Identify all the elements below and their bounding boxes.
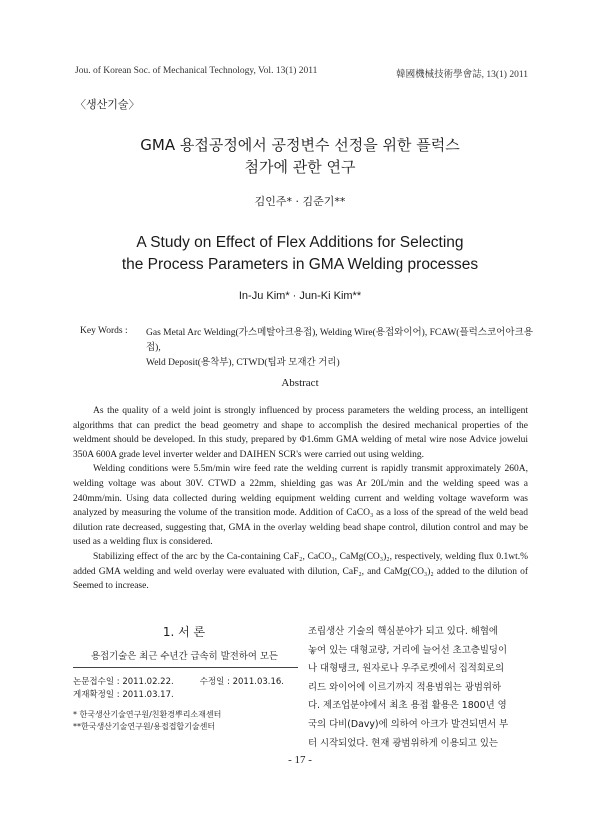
abstract-body bbox=[73, 404, 528, 594]
abstract-paragraph-3: Stabilizing effect of the arc by the Ca-containing CaF₂, CaCO₃, CaMg(CO₃)₂, respectively, welding flux 0.1wt.% added GMA welding and weld overlay were evaluated with dilution, CaF₂, and CaMg(CO₃)₂ added to the dilution of Seemed to increase. bbox=[73, 551, 528, 592]
category-label: 〈생산기술〉 bbox=[75, 98, 140, 111]
title-english bbox=[60, 232, 540, 276]
intro-right-line: 다. 제조업분야에서 최초 용접 활용은 1800년 영 bbox=[308, 700, 507, 712]
intro-right-line: 놓여 있는 대형교량, 거리에 늘어선 초고층빌딩이 bbox=[308, 644, 508, 656]
intro-right-line: 조립생산 기술의 핵심분야가 되고 있다. 해협에 bbox=[308, 626, 498, 637]
revised-date: 수정일 : 2011.03.16. bbox=[199, 677, 284, 687]
authors-korean: 김인주* · 김준기** bbox=[254, 195, 346, 208]
title-english-line-1: A Study on Effect of Flex Additions for Selecting bbox=[136, 234, 464, 251]
intro-right-line: 국의 다비(Davy)에 의하여 아크가 발견되면서 부 bbox=[308, 718, 509, 730]
intro-right-line: 나 대형탱크, 원자로나 우주로켓에서 집적회로의 bbox=[308, 663, 505, 675]
title-korean-line-1: GMA 용접공정에서 공정변수 선정을 위한 플럭스 bbox=[140, 136, 460, 154]
abstract-paragraph-1: As the quality of a weld joint is strongly influenced by process parameters the welding process, an intelligent algorithms that can predict the bead geometry and shape to accomplish the desired mechanical properties of the weldment should be developed. In this study, prepared by Φ1.6mm GMA welding of metal wire nose Advice jowelui 350A 600A grade level inverter welder and DAIHEN SCR's were carried out using welding. bbox=[73, 406, 528, 460]
intro-right-line: 터 시작되었다. 현재 광범위하게 이용되고 있는 bbox=[308, 737, 498, 749]
title-korean-line-2: 첨가에 관한 연구 bbox=[244, 158, 356, 176]
footnote-divider bbox=[73, 667, 298, 668]
keywords-line-1: Gas Metal Arc Welding(가스메탈아크용접), Welding Wire(용접와이어), FCAW(플럭스코어아크용접), bbox=[146, 328, 533, 353]
keywords-list bbox=[146, 326, 536, 371]
section-title: 1. 서 론 bbox=[162, 625, 206, 639]
journal-header-left: Jou. of Korean Soc. of Mechanical Technology, Vol. 13(1) 2011 bbox=[75, 66, 318, 76]
accepted-date: 게재확정일 : 2011.03.17. bbox=[73, 690, 174, 700]
intro-right-column bbox=[308, 623, 530, 753]
title-english-line-2: the Process Parameters in GMA Welding processes bbox=[121, 256, 479, 273]
title-korean bbox=[60, 134, 540, 178]
abstract-paragraph-2: Welding conditions were 5.5m/min wire feed rate the welding current is rapidly transmit approximately 260A, welding voltage was about 30V. CTWD a 22mm, shielding gas was Ar 20L/min and the welding speed was a 240mm/min. Using data collected during welding equipment welding current and welding voltage waveform was analyzed by measuring the volume of the transition mode. Addition of CaCO₃ as a loss of the spread of the weld bead dilution rate decreased, suggesting that, GMA in the overlay welding bead shape control, dilution control and may be used as a welding flux is considered. bbox=[73, 464, 528, 548]
intro-left-text: 용접기술은 최근 수년간 급속히 발전하여 모든 bbox=[91, 651, 278, 662]
abstract-heading: Abstract bbox=[281, 377, 319, 389]
footnote-1: * 한국생산기술연구원/친환경뿌리소재센터 bbox=[73, 710, 222, 719]
footnote-2: **한국생산기술연구원/용접접합기술센터 bbox=[73, 722, 216, 731]
authors-english: In-Ju Kim* · Jun-Ki Kim** bbox=[238, 290, 362, 302]
received-date: 논문접수일 : 2011.02.22. bbox=[73, 677, 174, 687]
keywords-label: Key Words : bbox=[80, 326, 128, 336]
journal-header-right: 韓國機械技術學會誌, 13(1) 2011 bbox=[396, 70, 528, 80]
received-line bbox=[73, 675, 284, 687]
keywords-line-2: Weld Deposit(용착부), CTWD(팁과 모재간 거리) bbox=[146, 358, 340, 368]
intro-right-line: 리드 와이어에 이르기까지 적용범위는 광범위하 bbox=[308, 681, 502, 693]
page-number: - 17 - bbox=[288, 754, 312, 766]
